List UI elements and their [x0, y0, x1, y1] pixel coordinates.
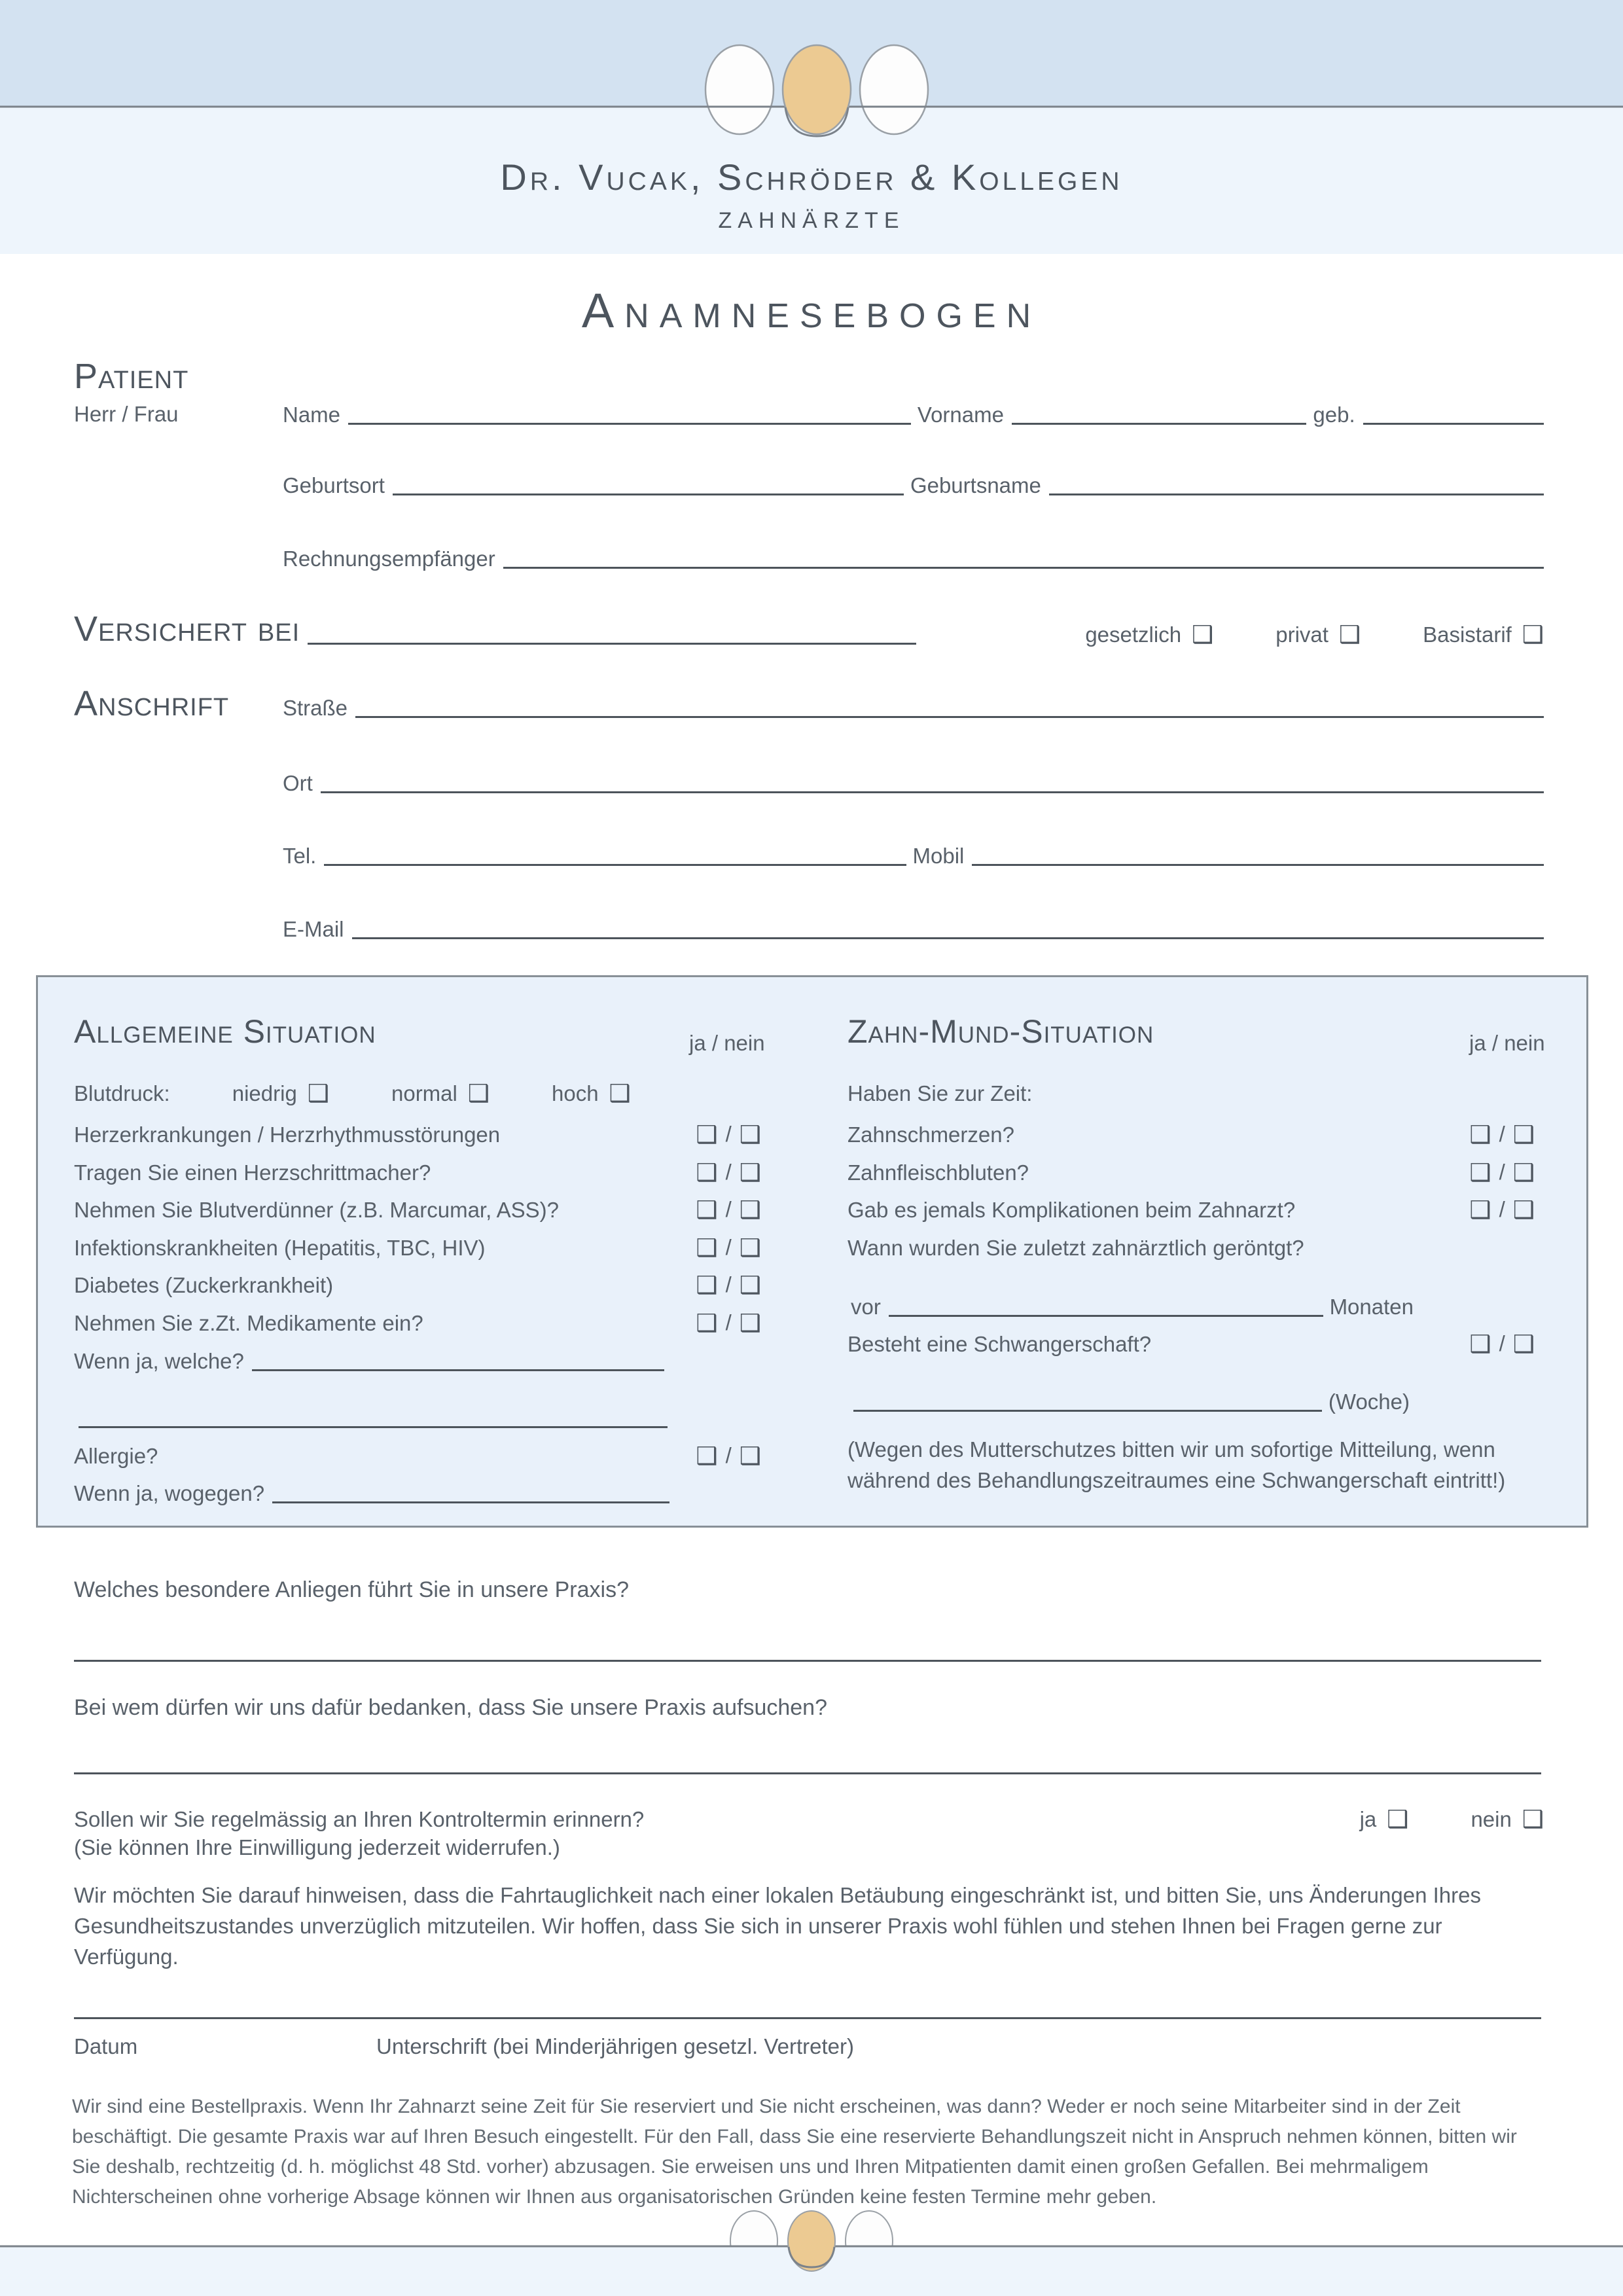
invoice-recipient-row — [283, 539, 1544, 571]
blutdruck-row — [74, 1075, 761, 1105]
allergie-wogegen-line[interactable] — [272, 1501, 669, 1503]
rechnungsempfaenger-field-line[interactable] — [503, 567, 1544, 569]
medikamente-welche-line-1[interactable] — [252, 1369, 664, 1371]
name-label: Name — [283, 402, 341, 427]
schwangerschaft-woche-row — [853, 1384, 1410, 1414]
geburtsort-field-line[interactable] — [393, 493, 904, 495]
allergie-wogegen-row — [74, 1475, 669, 1505]
question-label: Nehmen Sie Blutverdünner (z.B. Marcumar, ASS)? — [74, 1197, 559, 1222]
question-row-komplikationen — [847, 1192, 1535, 1222]
slash-separator: / — [1499, 1331, 1505, 1355]
privat-checkbox[interactable]: ❑ — [1338, 620, 1361, 649]
erinnerung-ja-checkbox[interactable]: ❑ — [1387, 1805, 1409, 1833]
ja-checkbox[interactable]: ❑ — [1469, 1158, 1491, 1187]
mobil-field-line[interactable] — [972, 864, 1544, 866]
slash-separator: / — [725, 1122, 732, 1146]
slash-separator: / — [725, 1443, 732, 1467]
ja-nein-checkbox-pair — [696, 1160, 761, 1185]
vorname-field-line[interactable] — [1012, 423, 1306, 425]
nein-checkbox[interactable]: ❑ — [1512, 1158, 1535, 1187]
question-row-zahnschmerzen — [847, 1117, 1535, 1147]
gesetzlich-label: gesetzlich — [1085, 622, 1182, 647]
nein-checkbox[interactable]: ❑ — [739, 1158, 761, 1187]
vor-label: vor — [851, 1294, 881, 1319]
privat-label: privat — [1275, 622, 1329, 647]
footer-decoration — [0, 2199, 1623, 2296]
ja-nein-checkbox-pair — [1469, 1197, 1535, 1222]
hoch-checkbox[interactable]: ❑ — [609, 1079, 631, 1107]
question-label: Gab es jemals Komplikationen beim Zahnarzt? — [847, 1197, 1296, 1222]
niedrig-checkbox[interactable]: ❑ — [307, 1079, 329, 1107]
tooth-circle-center — [783, 45, 851, 134]
slash-separator: / — [1499, 1197, 1505, 1221]
normal-checkbox[interactable]: ❑ — [467, 1079, 490, 1107]
nein-checkbox[interactable]: ❑ — [1512, 1196, 1535, 1224]
option-basistarif — [1423, 622, 1544, 647]
ja-checkbox[interactable]: ❑ — [1469, 1330, 1491, 1358]
erinnerung-ja-option — [1360, 1807, 1409, 1831]
roentgen-question-row — [847, 1230, 1535, 1260]
question-row-herzerkrankungen — [74, 1117, 761, 1147]
zahnmund-janein-header: ja / nein — [1469, 1031, 1545, 1055]
header-decoration — [0, 0, 1623, 275]
anliegen-question: Welches besondere Anliegen führt Sie in unsere Praxis? — [74, 1577, 629, 1602]
nein-checkbox[interactable]: ❑ — [739, 1442, 761, 1470]
basistarif-checkbox[interactable]: ❑ — [1522, 620, 1544, 649]
ja-nein-checkbox-pair — [696, 1235, 761, 1260]
versichert-heading: Versichert bei — [74, 609, 300, 649]
bedanken-answer-line[interactable] — [74, 1772, 1541, 1774]
nein-checkbox[interactable]: ❑ — [739, 1234, 761, 1262]
medikamente-welche-row — [74, 1343, 664, 1373]
question-label: Herzerkrankungen / Herzrhythmusstörungen — [74, 1122, 501, 1147]
ja-checkbox[interactable]: ❑ — [696, 1234, 718, 1262]
tooth-circle-right — [860, 45, 928, 134]
slash-separator: / — [725, 1272, 732, 1297]
bestellpraxis-fineprint: Wir sind eine Bestellpraxis. Wenn Ihr Zahnarzt seine Zeit für Sie reserviert und Sie nicht erscheinen, was dann? Weder er noch seine Mitarbeiter sind in der Zeit beschäftigt. Die gesamte Praxis war auf Ihren Besuch eingestellt. Für den Fall, dass Sie eine reservierte Behandlungszeit nicht in Anspruch nehmen können, bitten wir Sie deshalb, rechtzeitig (d. h. möglichst 48 Std. vorher) abzusagen. Sie erweisen uns und Ihren Mitpatienten damit einen großen Gefallen. Bei mehrmaligem Nichterscheinen ohne vorherige Absage können wir Ihnen aus organisatorischen Gründen keine festen Termine mehr geben. — [72, 2096, 1517, 2208]
woche-label: (Woche) — [1328, 1389, 1410, 1414]
erinnerung-row — [74, 1801, 1544, 1831]
ja-checkbox[interactable]: ❑ — [696, 1309, 718, 1337]
nein-checkbox[interactable]: ❑ — [1512, 1330, 1535, 1358]
ja-checkbox[interactable]: ❑ — [696, 1442, 718, 1470]
geb-field-line[interactable] — [1363, 423, 1544, 425]
ja-nein-checkbox-pair — [1469, 1160, 1535, 1185]
unterschrift-label: Unterschrift (bei Minderjährigen gesetzl. Vertreter) — [376, 2034, 854, 2058]
ja-nein-checkbox-pair — [696, 1122, 761, 1147]
datum-label: Datum — [74, 2034, 138, 2058]
hoch-label: hoch — [552, 1081, 599, 1105]
question-label: Diabetes (Zuckerkrankheit) — [74, 1272, 334, 1297]
ort-field-line[interactable] — [321, 791, 1544, 793]
question-row-zahnfleischbluten — [847, 1155, 1535, 1185]
name-field-line[interactable] — [348, 423, 911, 425]
roentgen-monate-row — [851, 1289, 1414, 1319]
ja-nein-checkbox-pair — [696, 1197, 761, 1222]
mobil-label: Mobil — [912, 843, 965, 868]
situation-box — [36, 975, 1588, 1528]
erinnerung-question: Sollen wir Sie regelmässig an Ihren Kontroltermin erinnern? — [74, 1806, 645, 1831]
question-label: Nehmen Sie z.Zt. Medikamente ein? — [74, 1310, 423, 1335]
clinic-name: Dr. Vucak, Schröder & Kollegen — [500, 156, 1123, 198]
question-label: Infektionskrankheiten (Hepatitis, TBC, HIV) — [74, 1235, 486, 1260]
geburtsort-label: Geburtsort — [283, 473, 385, 497]
nein-checkbox[interactable]: ❑ — [739, 1271, 761, 1299]
nein-label: nein — [1471, 1806, 1512, 1831]
mutterschutz-note: (Wegen des Mutterschutzes bitten wir um sofortige Mitteilung, wenn während des Behandlungszeitraumes eine Schwangerschaft eintritt!) — [847, 1437, 1506, 1492]
tooth-circle-left — [705, 45, 774, 134]
wenn-ja-welche-label: Wenn ja, welche? — [74, 1348, 244, 1373]
nein-checkbox[interactable]: ❑ — [739, 1309, 761, 1337]
medikamente-welche-row-2 — [79, 1400, 668, 1430]
ja-checkbox[interactable]: ❑ — [696, 1271, 718, 1299]
question-label: Tragen Sie einen Herzschrittmacher? — [74, 1160, 431, 1185]
schwangerschaft-label: Besteht eine Schwangerschaft? — [847, 1331, 1152, 1356]
niedrig-label: niedrig — [232, 1081, 297, 1105]
question-row-infektionskrankheiten — [74, 1230, 761, 1260]
anschrift-heading: Anschrift — [74, 684, 230, 723]
ja-checkbox[interactable]: ❑ — [1469, 1121, 1491, 1149]
form-title: Anamnesebogen — [581, 283, 1042, 338]
ort-label: Ort — [283, 770, 313, 795]
slash-separator: / — [1499, 1122, 1505, 1146]
ja-checkbox[interactable]: ❑ — [1469, 1196, 1491, 1224]
nein-checkbox[interactable]: ❑ — [739, 1196, 761, 1224]
email-label: E-Mail — [283, 916, 344, 941]
city-row — [283, 764, 1544, 795]
roentgen-label: Wann wurden Sie zuletzt zahnärztlich geröntgt? — [847, 1235, 1304, 1260]
option-gesetzlich — [1085, 622, 1213, 647]
geburtsname-label: Geburtsname — [910, 473, 1041, 497]
medikamente-welche-line-2[interactable] — [79, 1426, 668, 1428]
anliegen-answer-line[interactable] — [74, 1660, 1541, 1662]
question-label: Zahnfleischbluten? — [847, 1160, 1029, 1185]
option-privat — [1275, 622, 1361, 647]
slash-separator: / — [725, 1197, 732, 1221]
widerruf-note: (Sie können Ihre Einwilligung jederzeit widerrufen.) — [74, 1835, 560, 1859]
ja-nein-checkbox-pair — [1469, 1331, 1535, 1356]
blutdruck-normal-option — [391, 1081, 490, 1105]
allergie-label: Allergie? — [74, 1443, 158, 1468]
slash-separator: / — [725, 1160, 732, 1184]
allgemein-janein-header: ja / nein — [689, 1031, 765, 1055]
ja-checkbox[interactable]: ❑ — [696, 1158, 718, 1187]
strasse-label: Straße — [283, 695, 348, 720]
insurance-row — [74, 610, 1544, 647]
basistarif-label: Basistarif — [1423, 622, 1512, 647]
ja-nein-checkbox-pair — [696, 1443, 761, 1468]
gesetzlich-checkbox[interactable]: ❑ — [1192, 620, 1214, 649]
question-row-allergie — [74, 1438, 761, 1468]
question-row-schwangerschaft — [847, 1326, 1535, 1356]
patient-heading: Patient — [74, 357, 189, 396]
vorname-label: Vorname — [917, 402, 1004, 427]
bedanken-question: Bei wem dürfen wir uns dafür bedanken, dass Sie unsere Praxis aufsuchen? — [74, 1695, 827, 1720]
ja-nein-checkbox-pair — [696, 1272, 761, 1297]
question-row-diabetes — [74, 1267, 761, 1297]
ja-nein-checkbox-pair — [1469, 1122, 1535, 1147]
intro-label: Haben Sie zur Zeit: — [847, 1081, 1033, 1105]
versichert-bei-field-line[interactable] — [308, 643, 916, 645]
nein-checkbox[interactable]: ❑ — [739, 1121, 761, 1149]
email-field-line[interactable] — [352, 937, 1544, 939]
slash-separator: / — [725, 1235, 732, 1259]
question-row-medikamente — [74, 1305, 761, 1335]
datum-unterschrift-line[interactable] — [74, 2017, 1541, 2019]
email-row — [283, 910, 1544, 941]
geb-label: geb. — [1313, 402, 1355, 427]
monaten-label: Monaten — [1329, 1294, 1414, 1319]
ja-checkbox[interactable]: ❑ — [696, 1121, 718, 1149]
slash-separator: / — [725, 1310, 732, 1335]
question-row-blutverduenner — [74, 1192, 761, 1222]
blutdruck-niedrig-option — [232, 1081, 329, 1105]
erinnerung-nein-checkbox[interactable]: ❑ — [1522, 1805, 1544, 1833]
schwangerschaft-woche-line[interactable] — [853, 1410, 1322, 1412]
slash-separator: / — [1499, 1160, 1505, 1184]
patient-birth-row — [283, 466, 1544, 497]
salutation-label: Herr / Frau — [74, 402, 179, 426]
question-label: Zahnschmerzen? — [847, 1122, 1014, 1147]
ja-checkbox[interactable]: ❑ — [696, 1196, 718, 1224]
allgemein-heading: Allgemeine Situation — [74, 1013, 376, 1050]
erinnerung-nein-option — [1471, 1807, 1544, 1831]
fahrtauglichkeit-hinweis: Wir möchten Sie darauf hinweisen, dass die Fahrtauglichkeit nach einer lokalen Betäubung eingeschränkt ist, und bitten Sie, uns Änderungen Ihres Gesundheitszustandes unverzüglich mitzuteilen. Wir hoffen, dass Sie sich in unserer Praxis wohl fühlen und stehen Ihnen bei Fragen gerne zur Verfügung. — [74, 1883, 1481, 1969]
nein-checkbox[interactable]: ❑ — [1512, 1121, 1535, 1149]
tel-field-line[interactable] — [324, 864, 906, 866]
ja-nein-checkbox-pair — [696, 1310, 761, 1335]
strasse-field-line[interactable] — [355, 716, 1544, 718]
normal-label: normal — [391, 1081, 457, 1105]
question-row-herzschrittmacher — [74, 1155, 761, 1185]
ja-label: ja — [1359, 1806, 1377, 1831]
rechnungsempfaenger-label: Rechnungsempfänger — [283, 546, 495, 571]
roentgen-monate-line[interactable] — [889, 1315, 1323, 1317]
tel-label: Tel. — [283, 843, 317, 868]
geburtsname-field-line[interactable] — [1049, 493, 1544, 495]
zahnmund-heading: Zahn-Mund-Situation — [847, 1013, 1154, 1050]
patient-name-row — [283, 395, 1544, 427]
blutdruck-label: Blutdruck: — [74, 1081, 170, 1105]
phone-row — [283, 836, 1544, 868]
blutdruck-hoch-option — [552, 1081, 631, 1105]
street-row — [283, 689, 1544, 720]
wenn-ja-wogegen-label: Wenn ja, wogegen? — [74, 1480, 265, 1505]
zahnmund-intro-row — [847, 1075, 1535, 1105]
clinic-subtitle: ZAHNÄRZTE — [718, 208, 905, 233]
